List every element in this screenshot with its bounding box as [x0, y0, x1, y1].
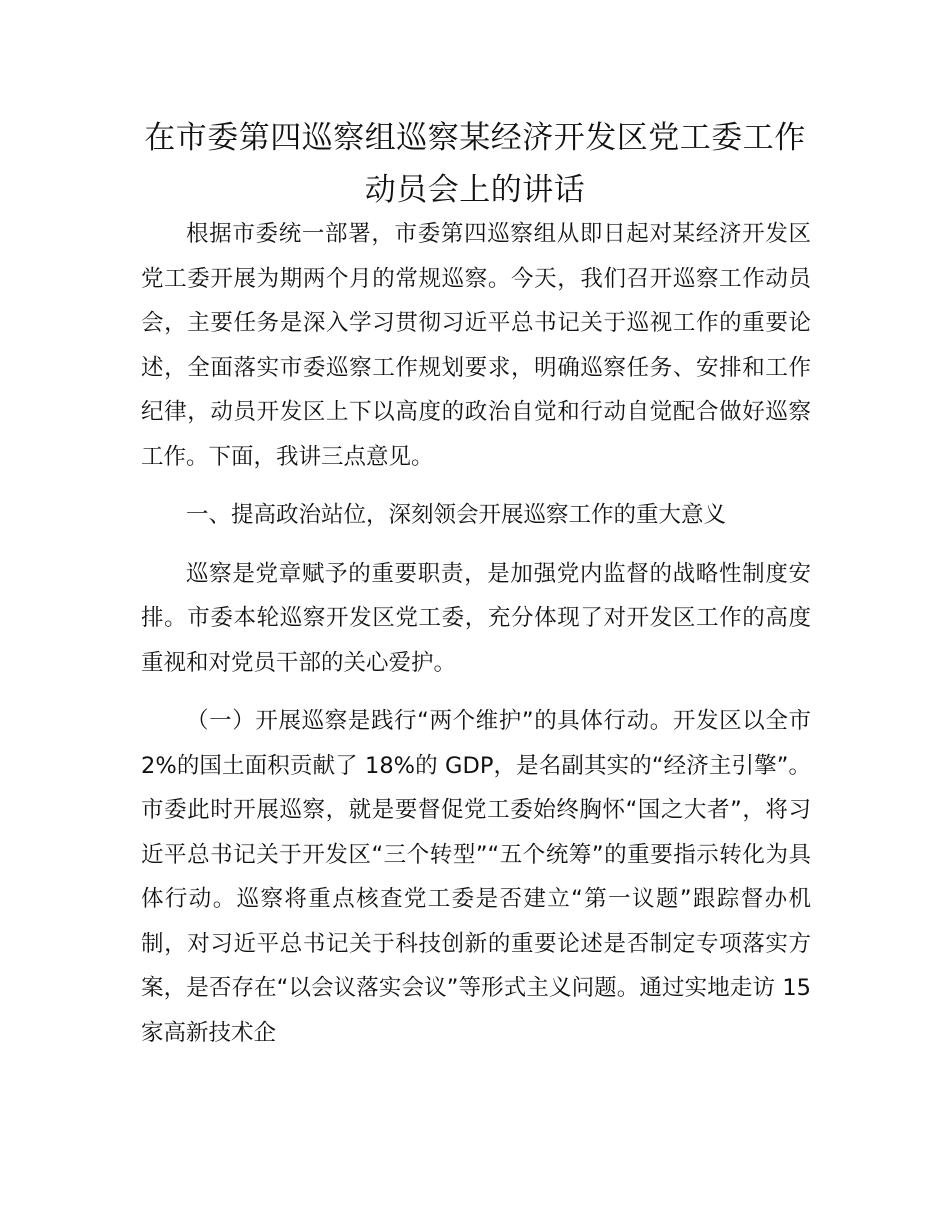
- paragraph-subsection-1: （一）开展巡察是践行“两个维护”的具体行动。开发区以全市 2%的国土面积贡献了 18%的 GDP，是名副其实的“经济主引擎”。市委此时开展巡察，就是要督促党工委始终胸怀“国之大者”，将习近平总书记关于开发区“三个转型”“五个统筹”的重要指示转化为具体行动。巡察将重点核查党工委是否建立“第一议题”跟踪督办机制，对习近平总书记关于科技创新的重要论述是否制定专项落实方案，是否存在“以会议落实会议”等形式主义问题。通过实地走访 15 家高新技术企: [141, 708, 811, 1046]
- paragraph-gap: [141, 538, 811, 552]
- paragraph-gap: [141, 685, 811, 699]
- document-body: [141, 212, 811, 1055]
- paragraph-gap: [141, 479, 811, 493]
- paragraph-section-1-intro: 巡察是党章赋予的重要职责，是加强党内监督的战略性制度安排。市委本轮巡察开发区党工委，充分体现了对开发区工作的高度重视和对党员干部的关心爱护。: [141, 560, 811, 676]
- section-heading-1: 一、提高政治站位，深刻领会开展巡察工作的重大意义: [186, 502, 727, 528]
- paragraph-intro: 根据市委统一部署，市委第四巡察组从即日起对某经济开发区党工委开展为期两个月的常规巡察。今天，我们召开巡察工作动员会，主要任务是深入学习贯彻习近平总书记关于巡视工作的重要论述，全面落实市委巡察工作规划要求，明确巡察任务、安排和工作纪律，动员开发区上下以高度的政治自觉和行动自觉配合做好巡察工作。下面，我讲三点意见。: [141, 221, 811, 470]
- document-title: 在市委第四巡察组巡察某经济开发区党工委工作动员会上的讲话: [144, 120, 806, 208]
